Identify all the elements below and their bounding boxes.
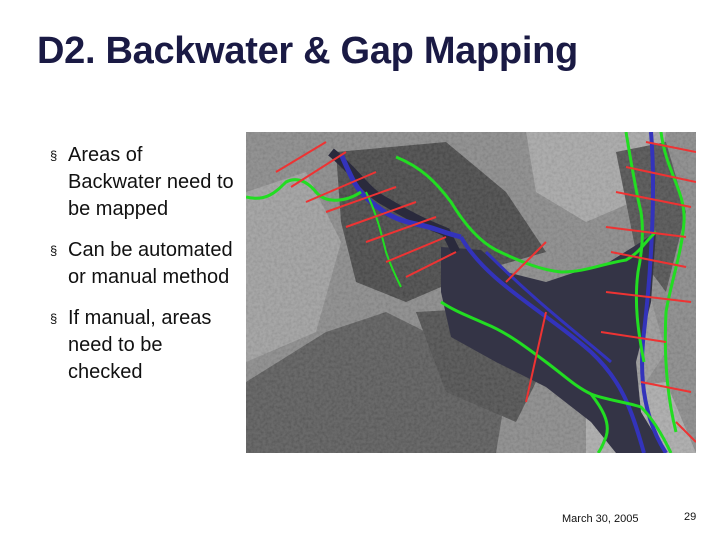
bullet-list bbox=[48, 142, 238, 400]
bullet-text: Areas of Backwater need to be mapped bbox=[68, 144, 234, 220]
bullet-marker-icon: § bbox=[50, 243, 58, 258]
bullet-item bbox=[48, 142, 238, 223]
footer-date: March 30, 2005 bbox=[562, 513, 639, 525]
page-number: 29 bbox=[684, 511, 697, 523]
bullet-marker-icon: § bbox=[50, 311, 58, 326]
bullet-text: Can be automated or manual method bbox=[68, 239, 233, 288]
bullet-item bbox=[48, 305, 238, 386]
slide-title: D2. Backwater & Gap Mapping bbox=[37, 30, 578, 72]
bullet-item bbox=[48, 237, 238, 291]
bullet-marker-icon: § bbox=[50, 148, 58, 163]
bullet-text: If manual, areas need to be checked bbox=[68, 307, 212, 383]
aerial-map-graphic bbox=[246, 132, 696, 453]
aerial-map-image bbox=[246, 132, 696, 453]
